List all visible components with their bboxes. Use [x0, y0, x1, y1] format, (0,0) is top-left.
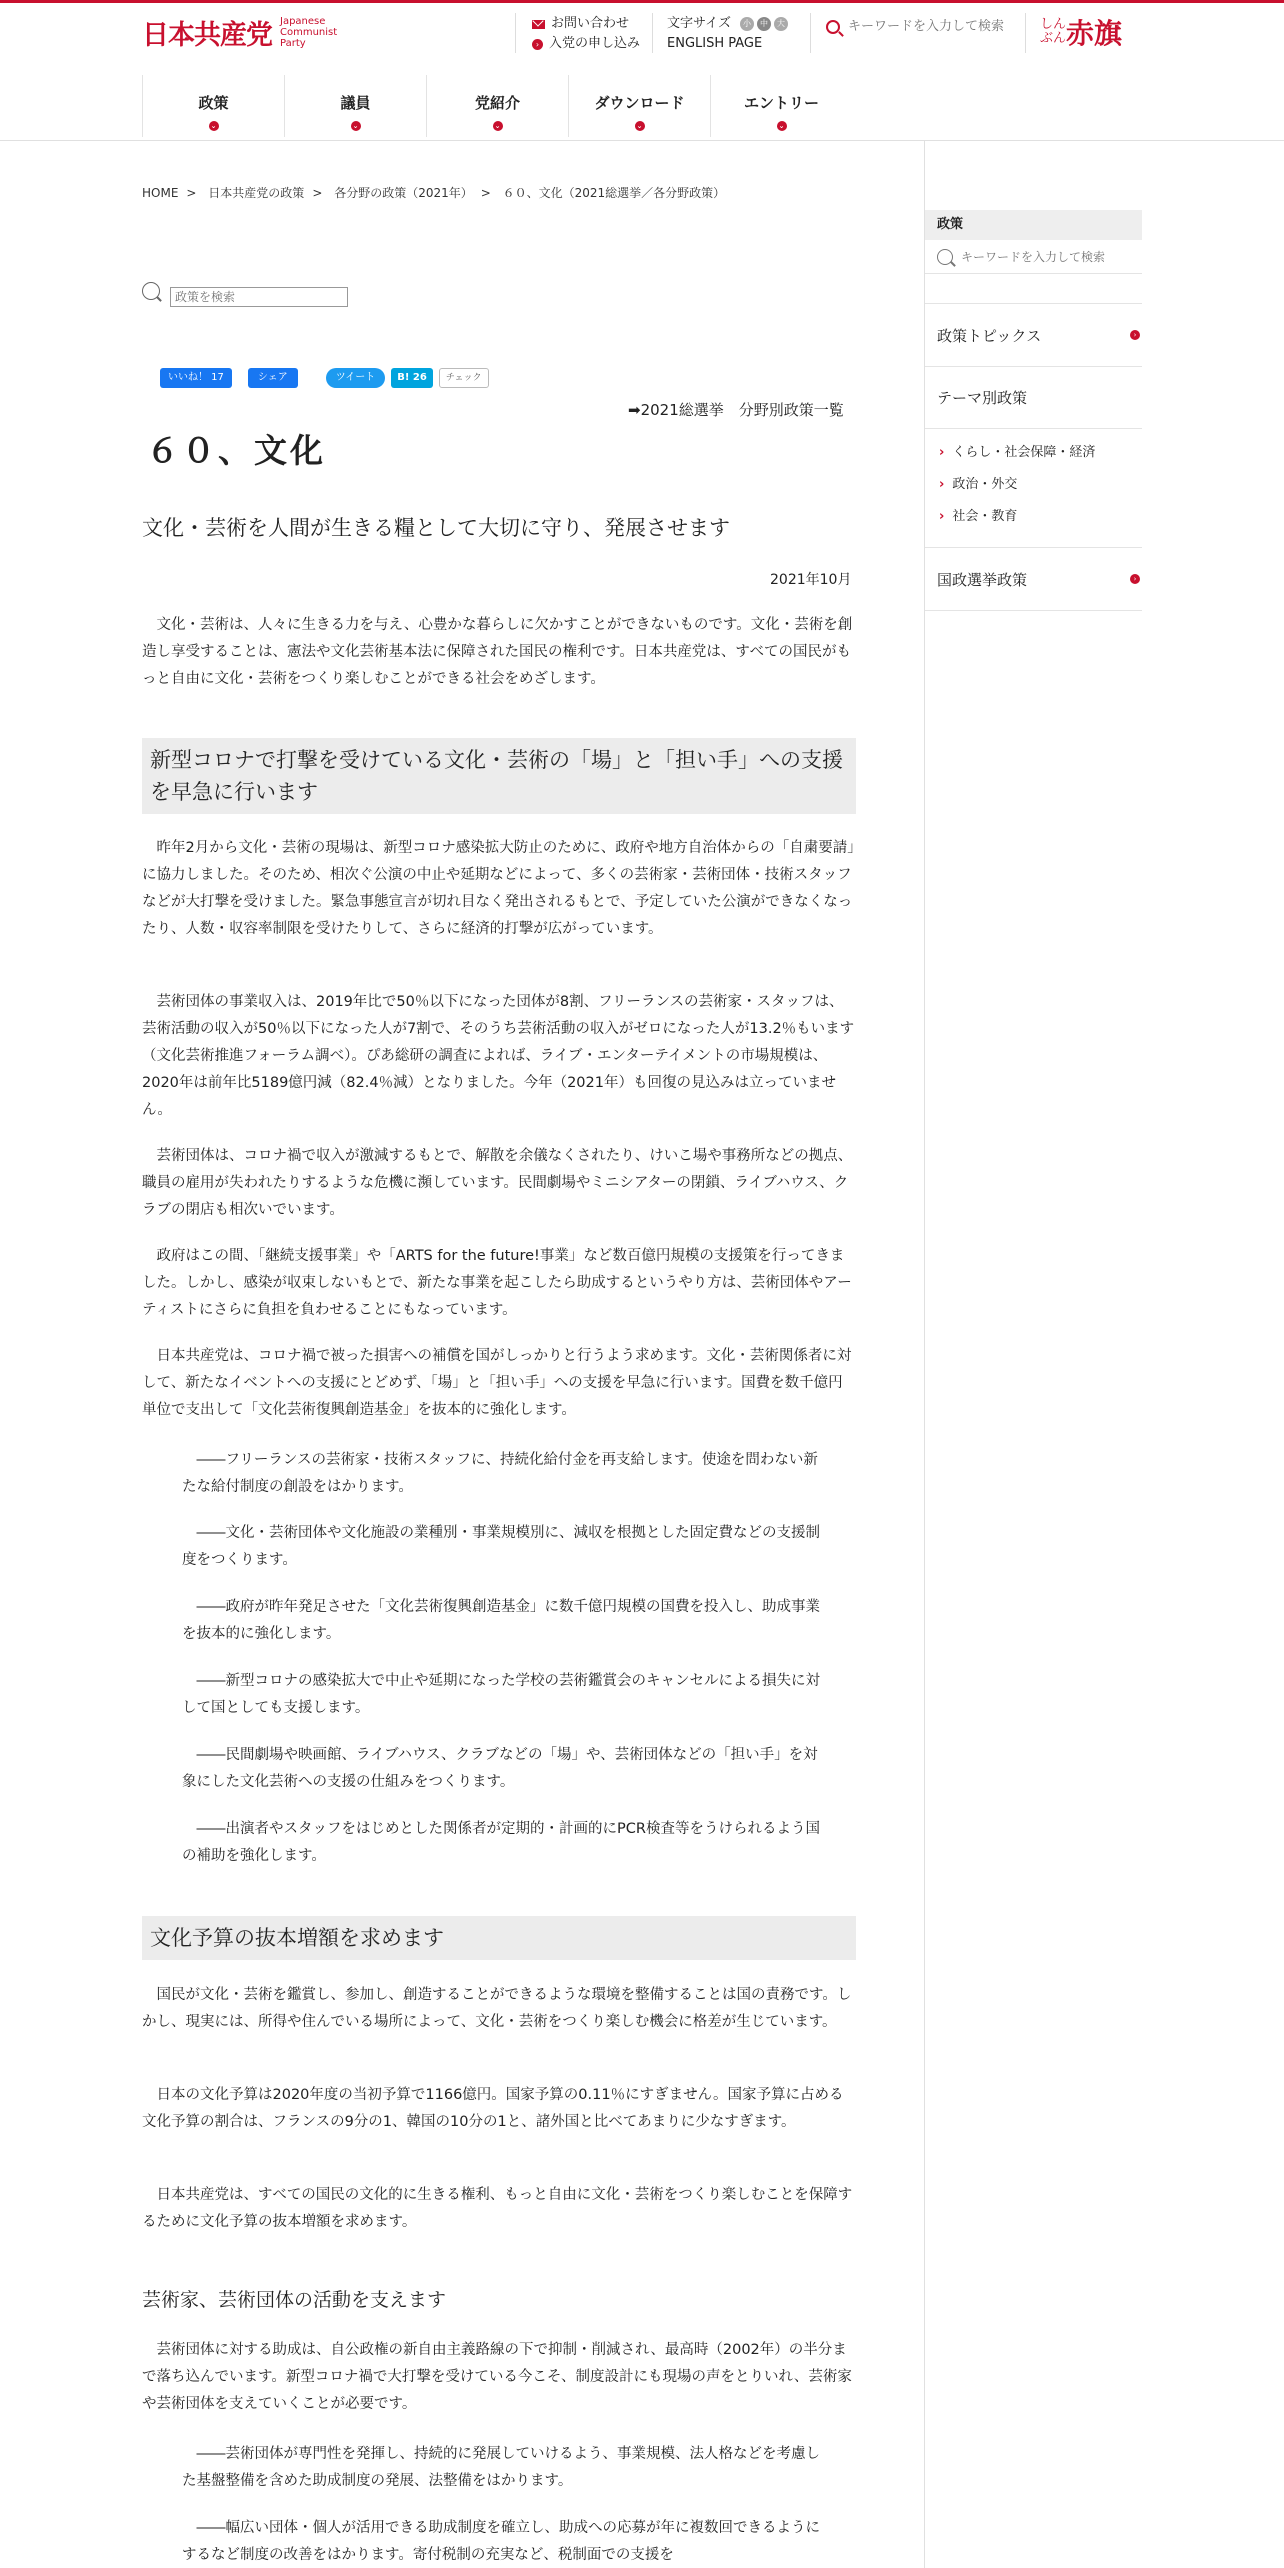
header-divider — [515, 13, 516, 53]
sidebar-item-label: 国政選挙政策 — [937, 570, 1028, 589]
header-divider — [1025, 13, 1026, 53]
header-divider — [652, 13, 653, 53]
nav-item-about[interactable] — [426, 75, 568, 137]
search-icon[interactable] — [937, 249, 953, 265]
tweet-button[interactable]: ツイート — [326, 368, 386, 388]
body-paragraph: 芸術団体は、コロナ禍で収入が激減するもとで、解散を余儀なくされたり、けいこ場や事務所などの拠点、職員の雇用が失われたりするような危機に瀕しています。民間劇場やミニシアターの閉鎖、ライブハウス、クラブの閉店も相次いでいます。 — [142, 1148, 853, 1218]
logo-subtext — [280, 16, 337, 49]
sidebar-item-topics[interactable] — [925, 304, 1142, 367]
arrow-right-icon: › — [532, 39, 543, 50]
font-size-label: 文字サイズ — [667, 16, 731, 31]
akahata-logo-text: 赤旗 — [1066, 17, 1123, 50]
breadcrumb-link[interactable]: HOME — [142, 186, 179, 200]
publish-date: 2021年10月 — [770, 572, 852, 588]
font-size-control — [667, 14, 788, 54]
logo-sub-line: Party — [280, 38, 306, 49]
sidebar-theme-list — [925, 429, 1142, 548]
logo-sub-line: Communist — [280, 27, 338, 38]
nav-item-members[interactable] — [284, 75, 426, 137]
body-paragraph: 日本共産党は、すべての国民の文化的に生きる権利、もっと自由に文化・芸術をつくり楽しむことを保障するために文化予算の抜本増額を求めます。 — [142, 2187, 853, 2230]
sidebar-search — [925, 240, 1142, 274]
section-heading: 文化予算の抜本増額を求めます — [142, 1916, 856, 1960]
hatena-bookmark-button[interactable]: B! 26 — [391, 368, 433, 388]
chevron-down-icon: ⌄ — [777, 121, 787, 131]
facebook-like-button[interactable]: いいね！ 17 — [160, 368, 232, 388]
header-divider — [810, 13, 811, 53]
sidebar-theme-label: くらし・社会保障・経済 — [952, 445, 1096, 460]
sidebar-item-theme[interactable] — [925, 367, 1142, 429]
sidebar-theme-item[interactable] — [939, 469, 1142, 501]
nav-label: 政策 — [198, 94, 229, 112]
intro-paragraph: 文化・芸術は、人々に生きる力を与え、心豊かな暮らしに欠かすことができないものです。文化・芸術を創造し享受することは、憲法や文化芸術基本法に保障された国民の権利です。日本共産党は、すべての国民がもっと自由に文化・芸術をつくり楽しむことができる社会をめざします。 — [142, 617, 853, 687]
sidebar-theme-label: 政治・外交 — [952, 477, 1018, 492]
site-header — [0, 3, 1284, 57]
policy-item: ――芸術団体が専門性を発揮し、持続的に発展していけるよう、事業規模、法人格などを考慮した基盤整備を含めた助成制度の発展、法整備をはかります。 — [182, 2446, 820, 2489]
akahata-link[interactable] — [1040, 12, 1122, 52]
chevron-down-icon: ⌄ — [209, 121, 219, 131]
body-paragraph: 芸術団体の事業収入は、2019年比で50％以下になった団体が8割、フリーランスの芸術家・スタッフは、芸術活動の収入が50％以下になった人が7割で、そのうち芸術活動の収入がゼロになった人が13.2％もいます（文化芸術推進フォーラム調べ）。ぴあ総研の調査によれば、ライブ・エンターテイメントの市場規模は、2020年は前年比5189億円減（82.4％減）となりました。今年（2021年）も回復の見込みは立っていません。 — [142, 994, 855, 1118]
contact-link[interactable] — [532, 14, 640, 34]
policy-item: ――新型コロナの感染拡大で中止や延期になった学校の芸術鑑賞会のキャンセルによる損失に対して国としても支援します。 — [182, 1673, 820, 1716]
chevron-down-icon: ⌄ — [635, 121, 645, 131]
chevron-right-icon: › — [939, 477, 945, 492]
policy-item: ――民間劇場や映画館、ライブハウス、クラブなどの「場」や、芸術団体などの「担い手」を対象にした文化芸術への支援の仕組みをつくります。 — [182, 1747, 818, 1790]
english-page-link[interactable]: ENGLISH PAGE — [667, 36, 763, 51]
join-label: 入党の申し込み — [549, 36, 641, 51]
policy-item: ――出演者やスタッフをはじめとした関係者が定期的・計画的にPCR検査等をうけられるよう国の補助を強化します。 — [182, 1821, 820, 1864]
body-paragraph: 昨年2月から文化・芸術の現場は、新型コロナ感染拡大防止のために、政府や地方自治体からの「自粛要請」に協力しました。そのため、相次ぐ公演の中止や延期などによって、多くの芸術家・芸術団体・技術スタッフなどが大打撃を受けました。緊急事態宣言が切れ目なく発出されるもとで、予定していた公演ができなくなったり、人数・収容率制限を受けたりして、さらに経済的打撃が広がっています。 — [142, 840, 855, 937]
chevron-right-icon: › — [939, 509, 945, 524]
header-search — [826, 19, 1008, 34]
mail-icon — [532, 20, 545, 29]
sidebar-item-label: 政策トピックス — [937, 326, 1042, 345]
search-icon[interactable] — [826, 20, 840, 34]
page-subtitle: 文化・芸術を人間が生きる糧として大切に守り、発展させます — [142, 516, 730, 540]
policy-search-input[interactable] — [170, 287, 348, 307]
body-paragraph: 芸術団体に対する助成は、自公政権の新自由主義路線の下で抑制・削減され、最高時（2002年）の半分まで落ち込んでいます。新型コロナ禍で大打撃を受けている今こそ、制度設計にも現場の声をとりいれ、芸術家や芸術団体を支えていくことが必要です。 — [142, 2342, 852, 2412]
sidebar-spacer — [925, 274, 1142, 304]
header-search-input[interactable] — [848, 19, 1008, 34]
body-paragraph: 日本共産党は、コロナ禍で被った損害への補償を国がしっかりと行うよう求めます。文化・芸術関係者に対して、新たなイベントへの支援にとどめず、「場」と「担い手」への支援を早急に行います。国費を数千億円単位で支出して「文化芸術復興創造基金」を抜本的に強化します。 — [142, 1348, 852, 1418]
share-buttons — [160, 368, 489, 388]
policy-item: ――フリーランスの芸術家・技術スタッフに、持続化給付金を再支給します。使途を問わない新たな給付制度の創設をはかります。 — [182, 1452, 818, 1495]
logo-sub-line: Japanese — [280, 16, 326, 27]
join-link[interactable] — [532, 34, 640, 54]
font-size-medium-button[interactable]: 中 — [757, 17, 771, 31]
policy-search — [142, 275, 348, 307]
body-paragraph: 国民が文化・芸術を鑑賞し、参加し、創造することができるような環境を整備することは国の責務です。しかし、現実には、所得や住んでいる場所によって、文化・芸術をつくり楽しむ機会に格差が生じています。 — [142, 1987, 852, 2030]
breadcrumb: HOME > 日本共産党の政策 > 各分野の政策（2021年） > ６０、文化（2021総選挙／各分野政策） — [142, 186, 726, 200]
font-size-small-button[interactable]: 小 — [740, 17, 754, 31]
policy-item: ――幅広い団体・個人が活用できる助成制度を確立し、助成への応募が年に複数回できるようにするなど制度の改善をはかります。寄付税制の充実など、税制面での支援を — [182, 2520, 820, 2563]
policy-index-link[interactable]: ➡2021総選挙 分野別政策一覧 — [628, 401, 844, 419]
nav-item-policy[interactable] — [142, 75, 284, 137]
chevron-right-icon: › — [1130, 330, 1140, 340]
subsection-heading: 芸術家、芸術団体の活動を支えます — [142, 2289, 447, 2311]
contact-label: お問い合わせ — [551, 16, 630, 31]
global-nav — [142, 75, 852, 137]
breadcrumb-link[interactable]: 各分野の政策（2021年） — [334, 186, 473, 200]
nav-divider — [0, 140, 1284, 141]
nav-label: エントリー — [743, 94, 819, 112]
nav-item-download[interactable] — [568, 75, 710, 137]
nav-label: 議員 — [340, 94, 371, 112]
policy-item: ――政府が昨年発足させた「文化芸術復興創造基金」に数千億円規模の国費を投入し、助成事業を抜本的に強化します。 — [182, 1599, 820, 1642]
page-title: ６０、文化 — [146, 431, 326, 470]
nav-label: 党紹介 — [474, 94, 520, 112]
policy-item: ――文化・芸術団体や文化施設の業種別・事業規模別に、減収を根拠とした固定費などの支援制度をつくります。 — [182, 1525, 820, 1568]
mixi-check-button[interactable]: チェック — [439, 368, 489, 388]
chevron-right-icon: › — [939, 445, 945, 460]
nav-label: ダウンロード — [594, 94, 685, 112]
search-icon[interactable] — [142, 282, 160, 300]
font-size-large-button[interactable]: 大 — [774, 17, 788, 31]
breadcrumb-current: ６０、文化（2021総選挙／各分野政策） — [502, 186, 726, 200]
sidebar-item-election[interactable] — [925, 548, 1142, 611]
body-paragraph: 政府はこの間、「継続支援事業」や「ARTS for the future!事業」など数百億円規模の支援策を行ってきました。しかし、感染が収束しないもとで、新たな事業を起こしたら助成するというやり方は、芸術団体やアーティストにさらに負担を負わせることにもなっています。 — [142, 1248, 852, 1318]
nav-item-entry[interactable] — [710, 75, 852, 137]
sidebar-theme-item[interactable] — [939, 437, 1142, 469]
chevron-down-icon: ⌄ — [493, 121, 503, 131]
sidebar-search-input[interactable] — [961, 250, 1141, 264]
chevron-down-icon: ⌄ — [351, 121, 361, 131]
sidebar-theme-label: 社会・教育 — [952, 509, 1018, 524]
site-logo[interactable] — [142, 13, 337, 52]
akahata-small-text: しんぶん — [1040, 17, 1067, 46]
header-links — [532, 14, 640, 54]
body-paragraph: 日本の文化予算は2020年度の当初予算で1166億円。国家予算の0.11％にすぎません。国家予算に占める文化予算の割合は、フランスの9分の1、韓国の10分の1と、諸外国と比べてあまりに少なすぎます。 — [142, 2087, 844, 2130]
sidebar-label: 政策 — [925, 210, 1142, 240]
chevron-right-icon: › — [1130, 574, 1140, 584]
logo-text: 日本共産党 — [142, 20, 272, 51]
facebook-share-button[interactable]: シェア — [248, 368, 298, 388]
sidebar-item-label: テーマ別政策 — [937, 389, 1028, 407]
breadcrumb-link[interactable]: 日本共産党の政策 — [208, 186, 305, 200]
sidebar — [925, 210, 1142, 611]
sidebar-theme-item[interactable] — [939, 501, 1142, 533]
section-heading: 新型コロナで打撃を受けている文化・芸術の「場」と「担い手」への支援を早急に行います — [142, 738, 856, 814]
